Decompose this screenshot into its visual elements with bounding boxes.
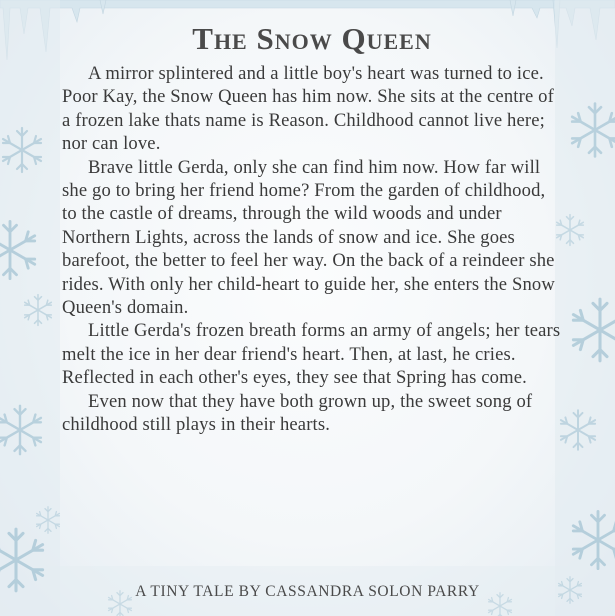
story-text-block xyxy=(62,20,562,437)
story-paragraph: Little Gerda's frozen breath forms an army of angels; her tears melt the ice in her dear friend's heart. Then, at last, he cries. Reflected in each other's eyes, they see that Spring has come. xyxy=(62,320,561,389)
story-paragraph: A mirror splintered and a little boy's heart was turned to ice. Poor Kay, the Snow Queen has him now. She sits at the centre of a frozen lake thats name is Reason. Childhood cannot live here; nor can love. xyxy=(62,63,554,155)
story-paragraph: Brave little Gerda, only she can find him now. How far will she go to bring her friend home? From the garden of childhood, to the castle of dreams, through the wild woods and under Northern Lights, across the lands of snow and ice. She goes barefoot, the better to feel her way. On the back of a reindeer she rides. With only her child-heart to guide her, she enters the Snow Queen's domain. xyxy=(62,156,555,319)
story-paragraph: Even now that they have both grown up, the sweet song of childhood still plays in their hearts. xyxy=(62,390,533,436)
author-byline: A TINY TALE BY CASSANDRA SOLON PARRY xyxy=(135,583,480,600)
book-title: The Snow Queen xyxy=(192,21,432,56)
